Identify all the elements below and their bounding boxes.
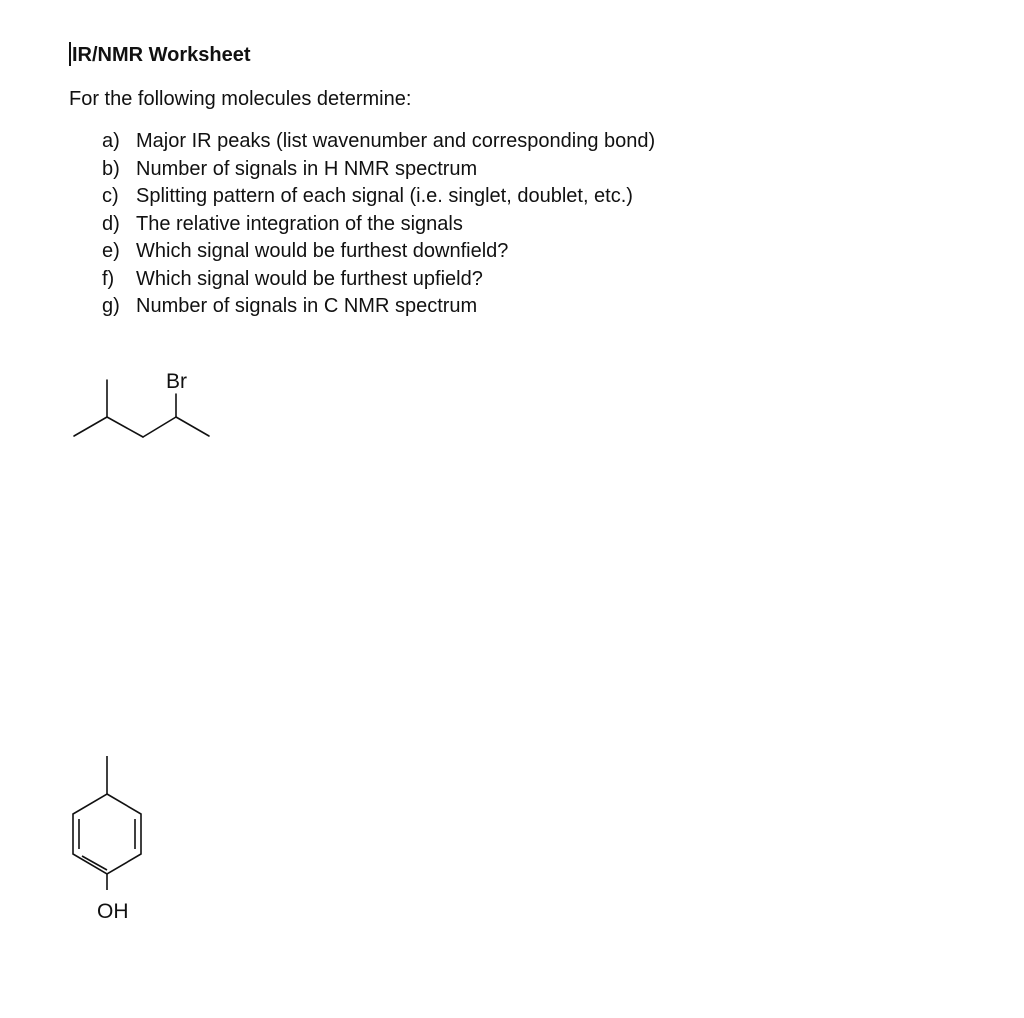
text-cursor	[69, 42, 71, 66]
question-letter: c)	[102, 185, 119, 207]
question-item	[102, 293, 655, 321]
question-text: Which signal would be furthest upfield?	[136, 267, 483, 290]
question-text: Major IR peaks (list wavenumber and corresponding bond)	[136, 130, 656, 152]
cresol-structure	[60, 740, 170, 930]
question-text: Number of signals in H NMR spectrum	[136, 157, 478, 180]
bond	[176, 417, 209, 436]
benzene-ring	[73, 794, 141, 874]
question-list	[102, 128, 655, 321]
double-bond	[82, 856, 107, 870]
intro-text: For the following molecules determine:	[69, 88, 412, 110]
question-item	[102, 183, 655, 211]
question-text: Splitting pattern of each signal (i.e. singlet, doublet, etc.)	[136, 185, 633, 207]
question-item	[102, 211, 655, 239]
question-letter: e)	[102, 240, 120, 262]
bromine-label: Br	[166, 370, 187, 393]
question-letter: b)	[102, 157, 120, 180]
worksheet-title: IR/NMR Worksheet	[72, 44, 251, 66]
question-letter: a)	[102, 130, 120, 152]
bromoalkane-structure	[60, 360, 230, 450]
question-item	[102, 128, 655, 156]
bond	[107, 417, 143, 437]
hydroxyl-label: OH	[97, 900, 129, 923]
question-text: The relative integration of the signals	[136, 212, 463, 235]
question-item	[102, 238, 655, 266]
question-item	[102, 266, 655, 294]
question-letter: d)	[102, 212, 120, 235]
question-letter: g)	[102, 295, 120, 317]
question-text: Number of signals in C NMR spectrum	[136, 295, 478, 317]
question-item	[102, 156, 655, 184]
question-letter: f)	[102, 267, 115, 290]
bond	[143, 417, 176, 437]
bond	[74, 417, 107, 436]
question-text: Which signal would be furthest downfield?	[136, 240, 509, 262]
